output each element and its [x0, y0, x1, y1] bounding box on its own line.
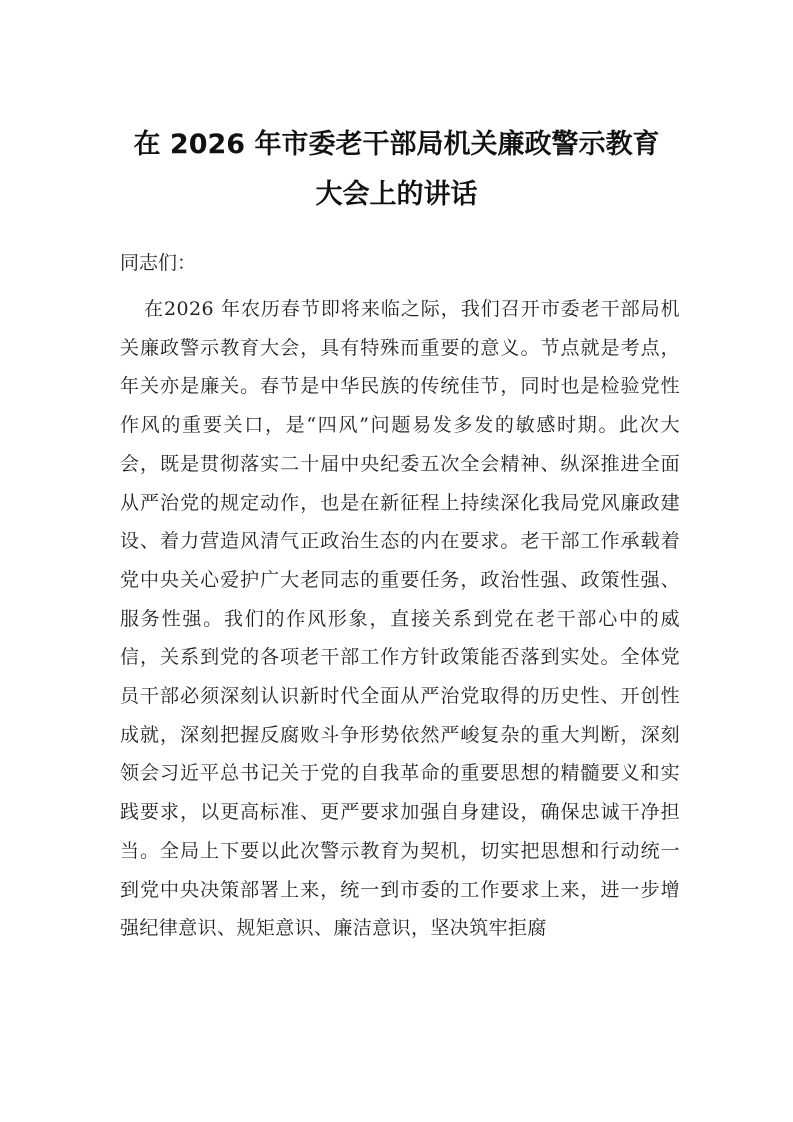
document-title-line-2: 大会上的讲话 — [315, 179, 478, 210]
document-title-line-1: 在 2026 年市委老干部局机关廉政警示教育 — [133, 129, 660, 160]
salutation: 同志们： — [120, 252, 197, 274]
body-paragraph: 在2026 年农历春节即将来临之际，我们召开市委老干部局机关廉政警示教育大会，具有特殊而重要的意义。节点就是考点，年关亦是廉关。春节是中华民族的传统佳节，同时也是检验党性作风的重要关口，是“四风”问题易发多发的敏感时期。此次大会，既是贯彻落实二十届中央纪委五次全会精神、纵深推进全面从严治党的规定动作，也是在新征程上持续深化我局党风廉政建设、着力营造风清气正政治生态的内在要求。老干部工作承载着党中央关心爱护广大老同志的重要任务，政治性强、政策性强、服务性强。我们的作风形象，直接关系到党在老干部心中的威信，关系到党的各项老干部工作方针政策能否落到实处。全体党员干部必须深刻认识新时代全面从严治党取得的历史性、开创性成就，深刻把握反腐败斗争形势依然严峻复杂的重大判断，深刻领会习近平总书记关于党的自我革命的重要思想的精髓要义和实践要求，以更高标准、更严要求加强自身建设，确保忠诚干净担当。全局上下要以此次警示教育为契机，切实把思想和行动统一到党中央决策部署上来，统一到市委的工作要求上来，进一步增强纪律意识、规矩意识、廉洁意识，坚决筑牢拒腐 — [120, 298, 680, 940]
